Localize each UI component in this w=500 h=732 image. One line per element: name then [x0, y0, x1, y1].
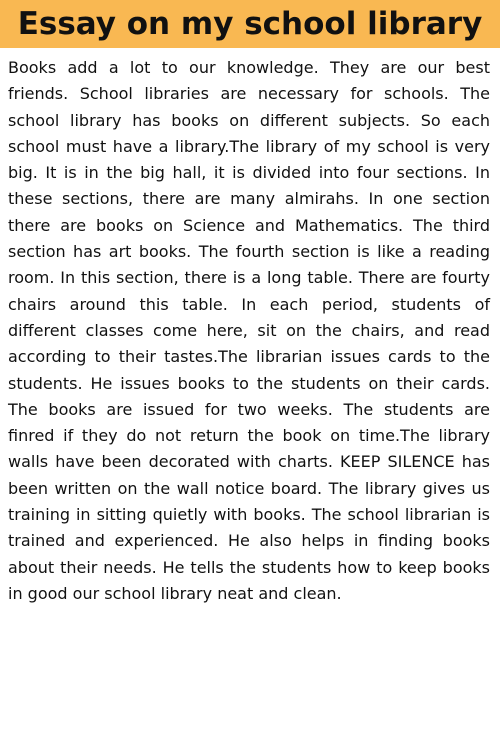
title-banner [0, 0, 500, 48]
essay-body-text: Books add a lot to our knowledge. They are our best friends. School libraries are necessary for schools. The school library has books on different subjects. So each school must have a library.The library of my school is very big. It is in the big hall, it is divided into four sections. In these sections, there are many almirahs. In one section there are books on Science and Mathematics. The third section has art books. The fourth section is like a reading room. In this section, there is a long table. There are fourty chairs around this table. In each period, students of different classes come here, sit on the chairs, and read according to their tastes.The librarian issues cards to the students. He issues books to the students on their cards. The books are issued for two weeks. The students are finred if they do not return the book on time.The library walls have been decorated with charts. KEEP SILENCE has been written on the wall notice board. The library gives us training in sitting quietly with books. The school librarian is trained and experienced. He also helps in finding books about their needs. He tells the students how to keep books in good our school library neat and clean. [8, 58, 490, 603]
page-title: Essay on my school library [17, 6, 483, 42]
